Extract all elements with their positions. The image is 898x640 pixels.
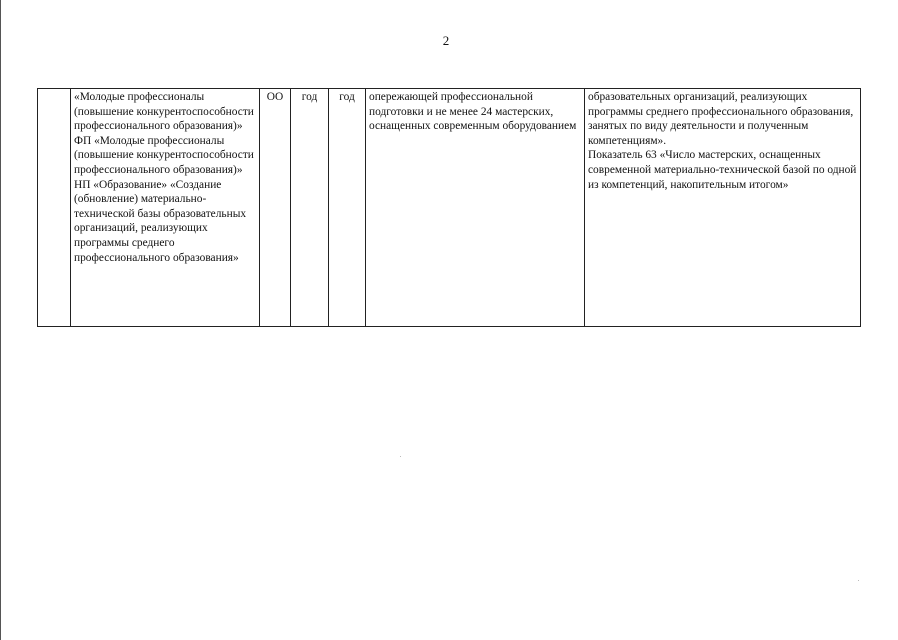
result-cell: опережающей профессиональной подготовки и не менее 24 мастерских, оснащенных современным оборудованием	[366, 89, 585, 327]
start-year-cell: год	[291, 89, 329, 327]
page-left-edge	[0, 0, 1, 640]
indicator-text-2: Показатель 63 «Число мастерских, оснащенных современной материально-технической базой по одной из компетенций, накопительным итогом»	[588, 149, 857, 191]
document-table	[37, 88, 861, 327]
row-number-cell	[38, 89, 71, 327]
scan-speck	[858, 580, 859, 581]
end-year-cell: год	[329, 89, 366, 327]
event-name-cell: «Молодые профессионалы (повышение конкурентоспособности профессионального образования)» ФП «Молодые профессионалы (повышение конкурентоспособности профессионального образования)» НП «Образование» «Создание (обновление) материально-технической базы образовательных организаций, реализующих программы среднего профессионального образования»	[71, 89, 260, 327]
page-number: 2	[442, 33, 450, 48]
executor-cell: ОО	[260, 89, 291, 327]
indicator-text-1: образовательных организаций, реализующих программы среднего профессионального образования, занятых по виду деятельности и полученным компетенциям».	[588, 91, 854, 147]
table-row	[38, 89, 861, 327]
scan-speck	[400, 456, 401, 457]
indicator-cell	[585, 89, 861, 327]
